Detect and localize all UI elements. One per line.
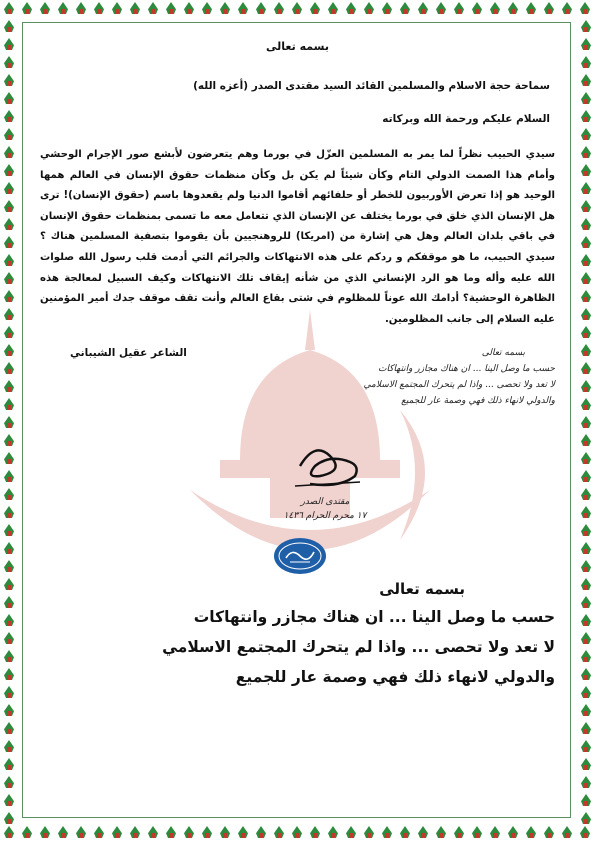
border-motif-icon: [0, 126, 18, 144]
border-motif-icon: [162, 824, 180, 842]
border-motif-icon: [0, 180, 18, 198]
border-motif-icon: [0, 666, 18, 684]
border-motif-icon: [577, 504, 595, 522]
border-motif-icon: [0, 234, 18, 252]
border-motif-icon: [577, 144, 595, 162]
border-motif-icon: [577, 306, 595, 324]
border-right: [577, 18, 595, 824]
border-motif-icon: [0, 54, 18, 72]
handwritten-date: ١٧ محرم الحرام ١٤٣٦: [283, 511, 367, 521]
border-motif-icon: [577, 792, 595, 810]
border-motif-icon: [577, 738, 595, 756]
border-motif-icon: [540, 0, 558, 18]
border-motif-icon: [198, 0, 216, 18]
border-motif-icon: [0, 810, 18, 824]
border-motif-icon: [270, 824, 288, 842]
border-motif-icon: [0, 378, 18, 396]
border-motif-icon: [0, 342, 18, 360]
border-motif-icon: [54, 824, 72, 842]
border-motif-icon: [577, 72, 595, 90]
border-motif-icon: [126, 0, 144, 18]
border-motif-icon: [0, 612, 18, 630]
border-motif-icon: [577, 558, 595, 576]
border-motif-icon: [162, 0, 180, 18]
border-motif-icon: [126, 824, 144, 842]
border-motif-icon: [198, 824, 216, 842]
border-motif-icon: [0, 0, 18, 18]
border-motif-icon: [577, 522, 595, 540]
border-motif-icon: [577, 486, 595, 504]
border-motif-icon: [288, 0, 306, 18]
border-motif-icon: [577, 54, 595, 72]
border-motif-icon: [450, 0, 468, 18]
handwritten-line: لا تعد ولا تحصى ... واذا لم يتحرك المجتمع الاسلامي: [363, 380, 555, 390]
border-motif-icon: [378, 824, 396, 842]
border-motif-icon: [0, 720, 18, 738]
typed-reply-line: لا تعد ولا تحصى ... واذا لم يتحرك المجتمع الاسلامي: [162, 638, 555, 656]
border-motif-icon: [144, 0, 162, 18]
border-motif-icon: [0, 824, 18, 842]
border-motif-icon: [0, 432, 18, 450]
border-motif-icon: [36, 0, 54, 18]
border-motif-icon: [0, 252, 18, 270]
border-motif-icon: [0, 684, 18, 702]
border-motif-icon: [414, 824, 432, 842]
border-motif-icon: [522, 0, 540, 18]
border-motif-icon: [577, 252, 595, 270]
letter-greeting: السلام عليكم ورحمة الله وبركاته: [382, 113, 550, 125]
border-motif-icon: [0, 756, 18, 774]
border-motif-icon: [432, 0, 450, 18]
border-motif-icon: [577, 540, 595, 558]
border-motif-icon: [577, 162, 595, 180]
border-motif-icon: [378, 0, 396, 18]
border-motif-icon: [396, 824, 414, 842]
border-motif-icon: [0, 108, 18, 126]
border-motif-icon: [577, 468, 595, 486]
border-motif-icon: [0, 702, 18, 720]
border-motif-icon: [0, 576, 18, 594]
border-motif-icon: [558, 824, 576, 842]
handwritten-reply: [285, 345, 555, 409]
border-motif-icon: [577, 342, 595, 360]
handwritten-signer: مقتدى الصدر: [300, 497, 350, 507]
border-motif-icon: [576, 0, 594, 18]
border-motif-icon: [577, 810, 595, 824]
typed-reply-line: حسب ما وصل الينا ... ان هناك مجازر وانتهاكات: [193, 608, 555, 626]
border-motif-icon: [0, 522, 18, 540]
border-motif-icon: [540, 824, 558, 842]
border-motif-icon: [577, 288, 595, 306]
border-motif-icon: [486, 824, 504, 842]
handwritten-line: والدولي لانهاء ذلك فهي وصمة عار للجميع: [401, 396, 555, 406]
border-motif-icon: [0, 414, 18, 432]
border-motif-icon: [577, 684, 595, 702]
border-motif-icon: [108, 824, 126, 842]
border-motif-icon: [414, 0, 432, 18]
border-motif-icon: [72, 0, 90, 18]
letter-addressee: سماحة حجة الاسلام والمسلمين القائد السيد مقتدى الصدر (أعزه الله): [193, 80, 550, 92]
border-motif-icon: [577, 756, 595, 774]
border-motif-icon: [306, 0, 324, 18]
border-motif-icon: [577, 126, 595, 144]
border-motif-icon: [577, 198, 595, 216]
border-motif-icon: [270, 0, 288, 18]
border-motif-icon: [577, 774, 595, 792]
border-top: [0, 0, 595, 18]
border-motif-icon: [0, 72, 18, 90]
handwritten-line: بسمه تعالى: [481, 348, 525, 358]
border-motif-icon: [0, 540, 18, 558]
border-motif-icon: [577, 648, 595, 666]
border-motif-icon: [0, 288, 18, 306]
border-motif-icon: [0, 504, 18, 522]
border-motif-icon: [0, 486, 18, 504]
border-motif-icon: [54, 0, 72, 18]
border-motif-icon: [0, 270, 18, 288]
border-motif-icon: [0, 450, 18, 468]
border-motif-icon: [0, 162, 18, 180]
border-motif-icon: [577, 270, 595, 288]
border-motif-icon: [0, 216, 18, 234]
border-motif-icon: [504, 824, 522, 842]
border-motif-icon: [0, 630, 18, 648]
border-motif-icon: [432, 824, 450, 842]
official-seal-icon: [272, 536, 328, 576]
border-motif-icon: [0, 648, 18, 666]
border-motif-icon: [577, 720, 595, 738]
border-motif-icon: [18, 0, 36, 18]
letter-body: سيدي الحبيب نظراً لما يمر به المسلمين العزّل في بورما وهم يتعرضون لأبشع صور الإجرام الوحشي وأمام هذا الصمت الدولي التام وكأن شيئاً لم يكن بل وكأن منظمات حقوق الإنسان في العالم همها الوحيد هو إذا تعرض الأوربيون للخطر أو حلفائهم أقاموا الدنيا ولم يقعدوها باسم (حقوق الإنسان)! ترى هل الإنسان الذي خلق في بورما يختلف عن الإنسان الذي تتعامل معه ما تسمى بمنظمات حقوق الإنسان في باقي بلدان العالم وهل هي إشارة من (امريكا) للروهنجيين بأن يقوموا بتصفية المسلمين هناك ؟ سيدي الحبيب، ما هو موقفكم و ردكم على هذه الانتهاكات والجرائم التي أدمت قلب رسول الله صلوات الله عليه وأله وما هو الرد الإنساني الذي من شأنه إيقاف تلك الانتهاكات وكيف السبيل لمعالجة هذه الظاهرة الوحشية؟ أدامك الله عوناً للمظلوم في شتى بقاع العالم وأنت تقف موقف جدك أمير المؤمنين عليه السلام إلى جانب المظلومين.: [40, 149, 555, 325]
border-motif-icon: [577, 450, 595, 468]
handwritten-line: حسب ما وصل الينا ... ان هناك مجازر وانتهاكات: [378, 364, 555, 374]
border-motif-icon: [577, 594, 595, 612]
border-motif-icon: [577, 576, 595, 594]
border-motif-icon: [558, 0, 576, 18]
letter-basmala: بسمه تعالى: [266, 40, 329, 53]
border-motif-icon: [577, 702, 595, 720]
handwritten-signature-icon: [290, 436, 365, 492]
border-left: [0, 18, 18, 824]
border-motif-icon: [577, 108, 595, 126]
border-motif-icon: [468, 0, 486, 18]
border-motif-icon: [0, 198, 18, 216]
typed-reply-line: والدولي لانهاء ذلك فهي وصمة عار للجميع: [235, 668, 555, 686]
border-motif-icon: [577, 378, 595, 396]
border-motif-icon: [0, 558, 18, 576]
border-motif-icon: [180, 824, 198, 842]
border-motif-icon: [0, 594, 18, 612]
border-motif-icon: [577, 414, 595, 432]
border-motif-icon: [216, 824, 234, 842]
border-motif-icon: [0, 468, 18, 486]
border-motif-icon: [522, 824, 540, 842]
handwritten-signer-date: [250, 495, 400, 523]
border-motif-icon: [450, 824, 468, 842]
border-motif-icon: [577, 666, 595, 684]
border-motif-icon: [486, 0, 504, 18]
border-motif-icon: [0, 396, 18, 414]
border-motif-icon: [577, 18, 595, 36]
border-motif-icon: [0, 144, 18, 162]
border-motif-icon: [342, 0, 360, 18]
border-motif-icon: [577, 180, 595, 198]
border-motif-icon: [577, 630, 595, 648]
border-motif-icon: [577, 216, 595, 234]
border-motif-icon: [0, 324, 18, 342]
border-motif-icon: [90, 0, 108, 18]
border-motif-icon: [0, 306, 18, 324]
border-motif-icon: [324, 0, 342, 18]
border-motif-icon: [234, 0, 252, 18]
border-motif-icon: [577, 324, 595, 342]
border-motif-icon: [577, 360, 595, 378]
border-motif-icon: [0, 792, 18, 810]
border-motif-icon: [252, 0, 270, 18]
border-motif-icon: [324, 824, 342, 842]
border-motif-icon: [577, 612, 595, 630]
border-motif-icon: [288, 824, 306, 842]
border-motif-icon: [72, 824, 90, 842]
border-motif-icon: [216, 0, 234, 18]
border-motif-icon: [18, 824, 36, 842]
border-motif-icon: [90, 824, 108, 842]
border-motif-icon: [252, 824, 270, 842]
border-motif-icon: [468, 824, 486, 842]
border-motif-icon: [396, 0, 414, 18]
border-motif-icon: [577, 234, 595, 252]
border-motif-icon: [180, 0, 198, 18]
border-motif-icon: [306, 824, 324, 842]
border-motif-icon: [0, 774, 18, 792]
border-motif-icon: [0, 90, 18, 108]
border-motif-icon: [504, 0, 522, 18]
border-motif-icon: [234, 824, 252, 842]
border-motif-icon: [576, 824, 594, 842]
border-motif-icon: [0, 738, 18, 756]
border-motif-icon: [577, 396, 595, 414]
typed-reply: [35, 576, 555, 692]
border-motif-icon: [577, 90, 595, 108]
border-bottom: [0, 824, 595, 842]
border-motif-icon: [36, 824, 54, 842]
border-motif-icon: [144, 824, 162, 842]
border-motif-icon: [577, 432, 595, 450]
border-motif-icon: [360, 824, 378, 842]
border-motif-icon: [342, 824, 360, 842]
letter-signature: الشاعر عقيل الشيباني: [70, 347, 187, 359]
typed-reply-title: بسمه تعالى: [379, 580, 465, 598]
border-motif-icon: [0, 18, 18, 36]
border-motif-icon: [108, 0, 126, 18]
border-motif-icon: [360, 0, 378, 18]
border-motif-icon: [0, 360, 18, 378]
